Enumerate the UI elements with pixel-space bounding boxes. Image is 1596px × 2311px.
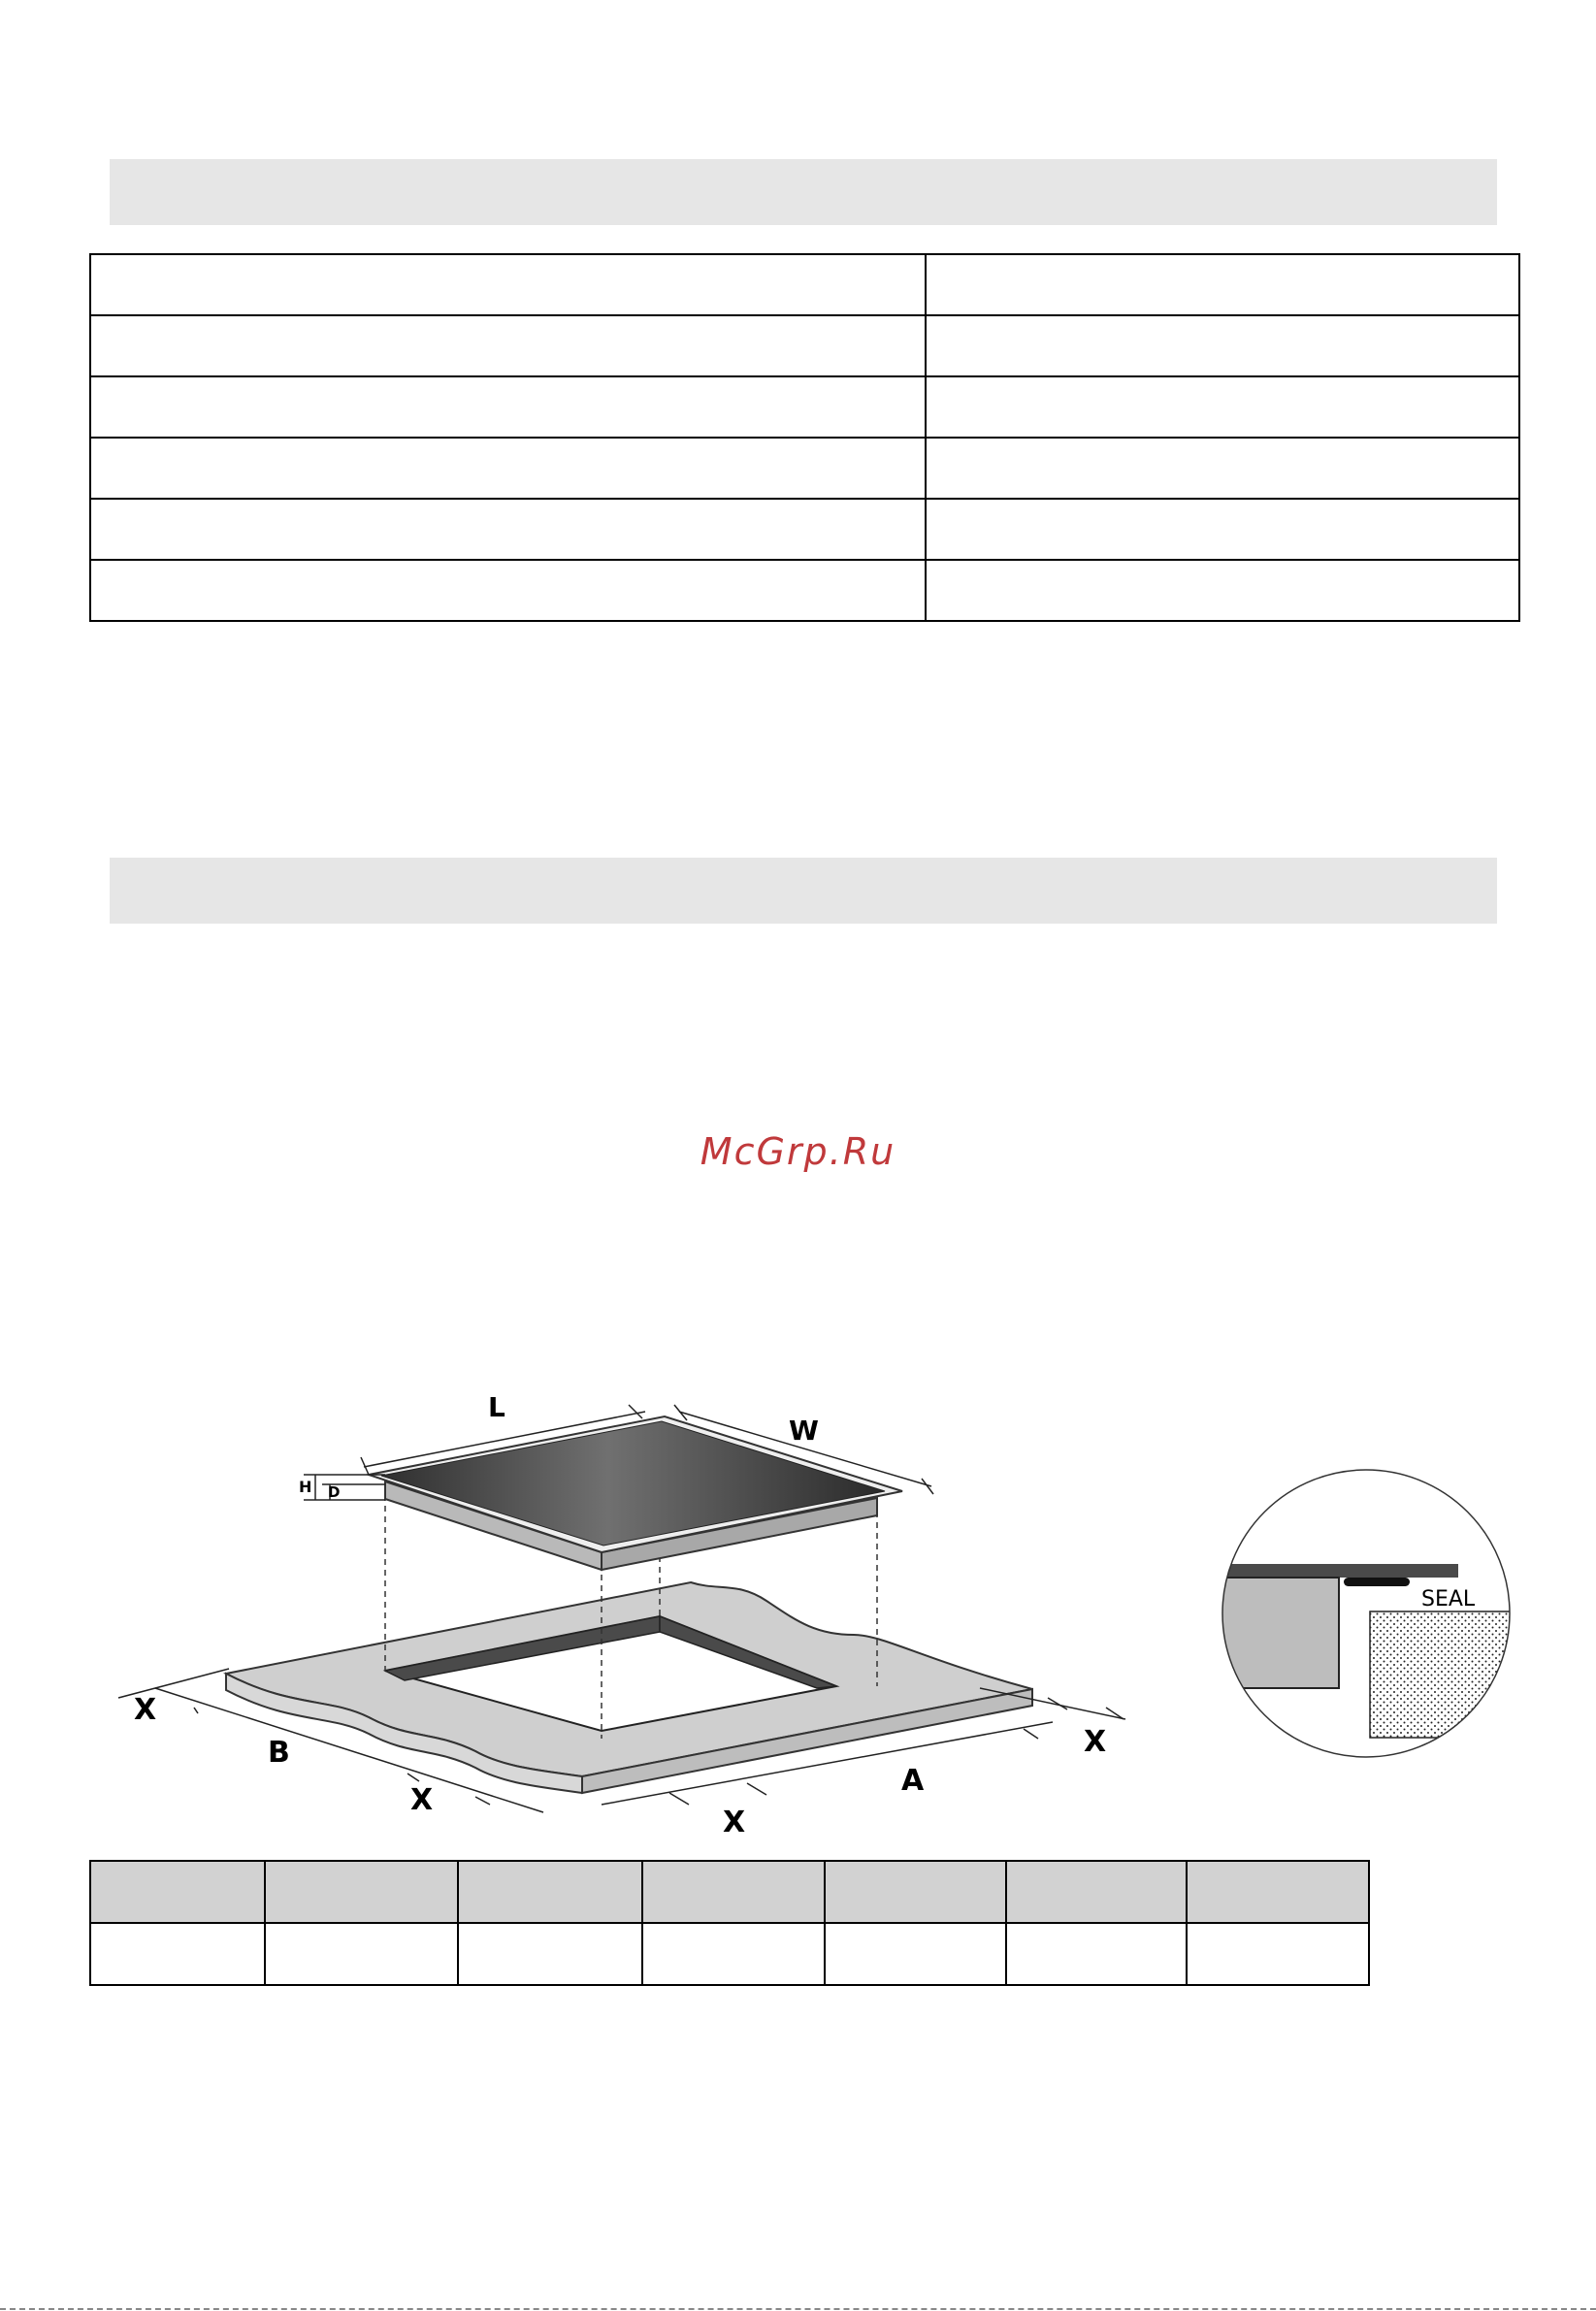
table-cell [90,315,926,376]
table-header-cell [642,1861,825,1923]
table-row [90,560,1519,621]
table-cell [1187,1923,1369,1985]
dimensions-table [89,1860,1370,1986]
specification-table [89,253,1520,622]
table-header-cell [825,1861,1006,1923]
label-w: W [789,1415,819,1447]
label-b: B [268,1736,290,1770]
table-header-cell [265,1861,458,1923]
table-cell [90,254,926,315]
table-header-cell [1187,1861,1369,1923]
table-cell [825,1923,1006,1985]
table-header-cell [1006,1861,1187,1923]
table-row [90,438,1519,499]
label-x-left: X [134,1693,157,1727]
page-bottom-edge [0,2308,1596,2310]
table-cell [926,376,1519,438]
label-a: A [901,1764,925,1798]
watermark: McGrp.Ru [700,1130,896,1173]
table-cell [926,254,1519,315]
installation-diagram [0,1378,1596,1843]
table-cell [90,1923,265,1985]
table-row [90,499,1519,560]
table-cell [90,499,926,560]
section-header-bar-2 [110,858,1497,924]
label-x-right: X [1084,1725,1107,1759]
label-h: H [299,1478,312,1496]
table-cell [90,438,926,499]
table-row [90,1923,1369,1985]
label-d: D [328,1483,341,1501]
table-cell [926,315,1519,376]
table-header-row [90,1861,1369,1923]
label-x-front-left: X [410,1783,434,1817]
label-x-front-right: X [723,1806,746,1839]
table-cell [265,1923,458,1985]
seal-detail [1218,1467,1525,1768]
table-cell [90,376,926,438]
seal-label: SEAL [1421,1587,1476,1611]
table-cell [926,499,1519,560]
table-cell [458,1923,642,1985]
table-row [90,254,1519,315]
hob [369,1416,902,1570]
table-row [90,376,1519,438]
label-l: L [488,1391,505,1423]
table-cell [926,560,1519,621]
table-cell [1006,1923,1187,1985]
table-cell [926,438,1519,499]
table-header-cell [458,1861,642,1923]
table-cell [642,1923,825,1985]
table-cell [90,560,926,621]
table-header-cell [90,1861,265,1923]
section-header-bar-1 [110,159,1497,225]
table-row [90,315,1519,376]
